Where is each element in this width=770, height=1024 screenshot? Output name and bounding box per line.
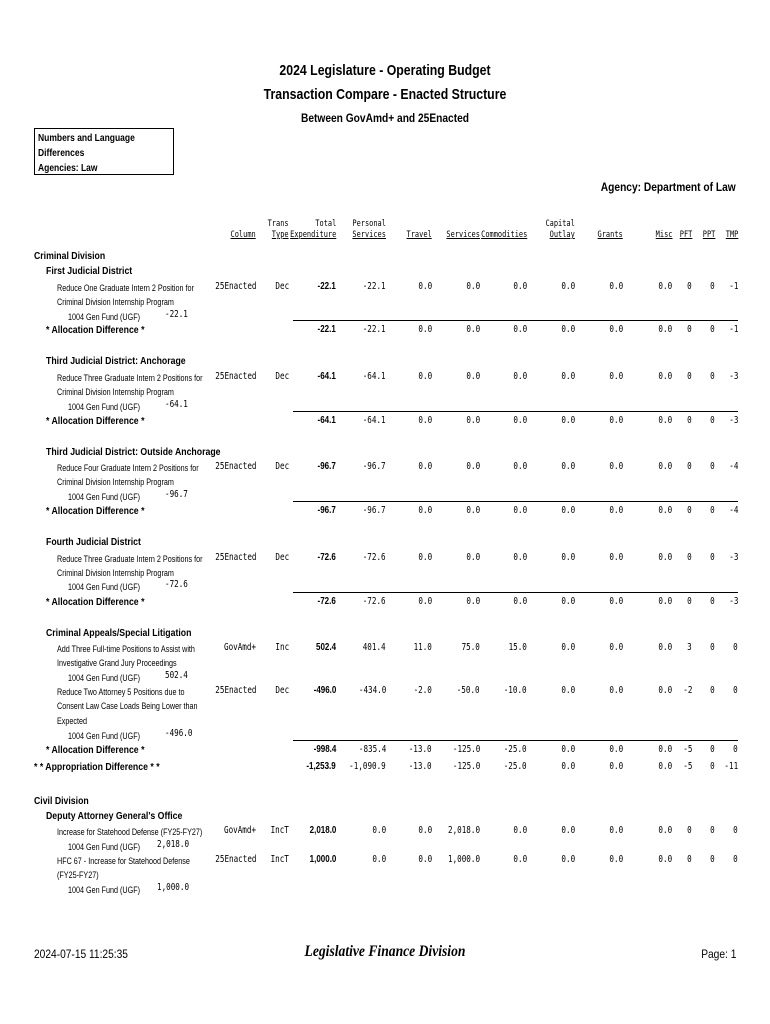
cell-commodities: -10.0: [504, 685, 527, 696]
cell-column: GovAmd+: [223, 642, 256, 653]
alloc-commodities: 0.0: [513, 505, 527, 516]
cell-grants: 0.0: [609, 552, 623, 563]
col-header-pft: PFT: [679, 230, 692, 240]
alloc-misc: 0.0: [658, 324, 672, 335]
cell-commodities: 15.0: [508, 642, 527, 653]
cell-pft: 3: [687, 642, 692, 653]
cell-travel: 0.0: [418, 552, 432, 563]
cell-ppt: 0: [710, 461, 715, 472]
cell-commodities: 0.0: [513, 552, 527, 563]
alloc-capital: 0.0: [561, 324, 575, 335]
cell-capital: 0.0: [561, 461, 575, 472]
alloc-services: 0.0: [466, 596, 480, 607]
alloc-services: 0.0: [466, 505, 480, 516]
alloc-diff-label: * Allocation Difference *: [46, 505, 145, 517]
alloc-total: -96.7: [317, 505, 336, 516]
cell-misc: 0.0: [658, 371, 672, 382]
cell-column: 25Enacted: [214, 461, 256, 472]
cell-services: 1,000.0: [447, 854, 480, 865]
cell-tmp: -3: [728, 371, 738, 382]
cell-travel: 0.0: [418, 461, 432, 472]
txn-fund-value: -496.0: [165, 728, 193, 739]
txn-desc: Reduce Two Attorney 5 Positions due to: [57, 687, 185, 697]
cell-capital: 0.0: [561, 552, 575, 563]
txn-desc: Increase for Statehood Defense (FY25-FY27): [57, 827, 203, 837]
label-deputy-ag: Deputy Attorney General's Office: [46, 810, 183, 822]
report-title-2: Transaction Compare - Enacted Structure: [263, 86, 507, 103]
alloc-commodities: 0.0: [513, 415, 527, 426]
alloc-ppt: 0: [710, 596, 715, 607]
cell-total: -496.0: [313, 685, 336, 696]
cell-ppt: 0: [710, 552, 715, 563]
approp-personal: -1,090.9: [349, 761, 386, 772]
subtotal-rule: [293, 501, 738, 502]
approp-ppt: 0: [710, 761, 715, 772]
cell-column: 25Enacted: [214, 371, 256, 382]
cell-capital: 0.0: [561, 281, 575, 292]
txn-fund-value: -22.1: [165, 309, 188, 320]
subtotal-rule: [293, 411, 738, 412]
txn-desc: Reduce Three Graduate Intern 2 Positions for: [57, 554, 203, 564]
col-header-misc: Misc: [655, 230, 672, 240]
cell-total: 2,018.0: [309, 825, 336, 836]
approp-pft: -5: [682, 761, 692, 772]
txn-fund: 1004 Gen Fund (UGF): [68, 673, 141, 683]
txn-fund: 1004 Gen Fund (UGF): [68, 842, 141, 852]
txn-fund-value: -64.1: [165, 399, 188, 410]
cell-travel: 0.0: [418, 854, 432, 865]
criteria-box: [34, 128, 174, 175]
txn-desc: Reduce Four Graduate Intern 2 Positions for: [57, 463, 199, 473]
subtotal-rule: [293, 320, 738, 321]
col-header-grants: Grants: [597, 230, 623, 240]
cell-tmp: 0: [733, 642, 738, 653]
cell-personal: 0.0: [372, 825, 386, 836]
txn-fund: 1004 Gen Fund (UGF): [68, 582, 141, 592]
cell-travel: 11.0: [413, 642, 432, 653]
alloc-commodities: 0.0: [513, 596, 527, 607]
cell-travel: 0.0: [418, 281, 432, 292]
alloc-services: 0.0: [466, 415, 480, 426]
cell-capital: 0.0: [561, 685, 575, 696]
txn-desc: Expected: [57, 716, 88, 726]
alloc-pft: 0: [687, 505, 692, 516]
label-first-judicial: First Judicial District: [46, 265, 133, 277]
cell-column: 25Enacted: [214, 281, 256, 292]
cell-grants: 0.0: [609, 685, 623, 696]
cell-travel: 0.0: [418, 825, 432, 836]
cell-commodities: 0.0: [513, 825, 527, 836]
cell-personal: -22.1: [363, 281, 386, 292]
approp-capital: 0.0: [561, 761, 575, 772]
alloc-personal: -72.6: [363, 596, 386, 607]
alloc-total: -64.1: [317, 415, 336, 426]
alloc-grants: 0.0: [609, 415, 623, 426]
alloc-tmp: -3: [728, 596, 738, 607]
cell-ppt: 0: [710, 854, 715, 865]
approp-commodities: -25.0: [504, 761, 527, 772]
approp-misc: 0.0: [658, 761, 672, 772]
approp-total: -1,253.9: [306, 761, 336, 772]
txn-fund: 1004 Gen Fund (UGF): [68, 885, 141, 895]
cell-ppt: 0: [710, 825, 715, 836]
footer-org: Legislative Finance Division: [304, 943, 466, 960]
criteria-line-2: Differences: [38, 148, 85, 159]
alloc-capital: 0.0: [561, 744, 575, 755]
cell-grants: 0.0: [609, 854, 623, 865]
cell-pft: 0: [687, 461, 692, 472]
cell-pft: 0: [687, 854, 692, 865]
footer-page-number: Page: 1: [700, 947, 736, 961]
txn-desc: Investigative Grand Jury Proceedings: [57, 658, 177, 668]
col-header-capital: Capital Outlay: [545, 219, 575, 240]
txn-fund-value: 2,018.0: [157, 839, 190, 850]
alloc-tmp: -4: [728, 505, 738, 516]
cell-ppt: 0: [710, 371, 715, 382]
alloc-diff-label: * Allocation Difference *: [46, 744, 145, 756]
alloc-total: -72.6: [317, 596, 336, 607]
alloc-pft: -5: [682, 744, 692, 755]
criteria-line-3: Agencies: Law: [38, 163, 98, 174]
cell-travel: -2.0: [413, 685, 432, 696]
alloc-commodities: 0.0: [513, 324, 527, 335]
cell-commodities: 0.0: [513, 371, 527, 382]
alloc-travel: 0.0: [418, 324, 432, 335]
cell-column: 25Enacted: [214, 552, 256, 563]
alloc-tmp: -1: [728, 324, 738, 335]
cell-misc: 0.0: [658, 854, 672, 865]
cell-services: 2,018.0: [447, 825, 480, 836]
cell-trans-type: IncT: [270, 854, 289, 865]
col-header-commodities: Commodities: [480, 230, 527, 240]
approp-grants: 0.0: [609, 761, 623, 772]
label-third-anchorage: Third Judicial District: Anchorage: [46, 355, 186, 367]
cell-services: 0.0: [466, 552, 480, 563]
alloc-grants: 0.0: [609, 596, 623, 607]
report-subtitle: Between GovAmd+ and 25Enacted: [300, 111, 470, 125]
txn-desc: Reduce One Graduate Intern 2 Position for: [57, 283, 194, 293]
cell-column: 25Enacted: [214, 685, 256, 696]
txn-fund: 1004 Gen Fund (UGF): [68, 402, 141, 412]
col-header-services: Services: [446, 230, 480, 240]
alloc-total: -22.1: [317, 324, 336, 335]
txn-fund-value: -96.7: [165, 489, 188, 500]
footer-timestamp: 2024-07-15 11:25:35: [34, 947, 128, 961]
label-civil-division: Civil Division: [34, 795, 89, 807]
cell-misc: 0.0: [658, 825, 672, 836]
cell-services: -50.0: [457, 685, 480, 696]
alloc-services: 0.0: [466, 324, 480, 335]
alloc-grants: 0.0: [609, 505, 623, 516]
col-header-trans-type: Trans Type: [268, 219, 289, 240]
alloc-travel: 0.0: [418, 596, 432, 607]
col-header-personal: Personal Services: [352, 219, 386, 240]
alloc-personal: -64.1: [363, 415, 386, 426]
cell-tmp: -4: [728, 461, 738, 472]
alloc-misc: 0.0: [658, 505, 672, 516]
txn-fund: 1004 Gen Fund (UGF): [68, 312, 141, 322]
cell-misc: 0.0: [658, 642, 672, 653]
label-third-outside: Third Judicial District: Outside Anchorage: [46, 446, 221, 458]
alloc-diff-label: * Allocation Difference *: [46, 415, 145, 427]
alloc-capital: 0.0: [561, 596, 575, 607]
subtotal-rule: [293, 592, 738, 593]
alloc-total: -998.4: [313, 744, 336, 755]
cell-total: -64.1: [317, 371, 336, 382]
cell-pft: -2: [682, 685, 692, 696]
cell-total: -96.7: [317, 461, 336, 472]
cell-commodities: 0.0: [513, 854, 527, 865]
alloc-diff-label: * Allocation Difference *: [46, 324, 145, 336]
alloc-personal: -96.7: [363, 505, 386, 516]
approp-diff-label: * * Appropriation Difference * *: [34, 761, 160, 773]
cell-tmp: 0: [733, 685, 738, 696]
cell-capital: 0.0: [561, 825, 575, 836]
cell-commodities: 0.0: [513, 281, 527, 292]
cell-total: -72.6: [317, 552, 336, 563]
cell-column: 25Enacted: [214, 854, 256, 865]
cell-ppt: 0: [710, 281, 715, 292]
alloc-tmp: 0: [733, 744, 738, 755]
approp-tmp: -11: [724, 761, 738, 772]
label-criminal-division: Criminal Division: [34, 250, 106, 262]
cell-trans-type: Dec: [275, 371, 289, 382]
alloc-capital: 0.0: [561, 505, 575, 516]
txn-desc: HFC 67 - Increase for Statehood Defense: [57, 856, 190, 866]
txn-fund-value: -72.6: [165, 579, 188, 590]
alloc-misc: 0.0: [658, 596, 672, 607]
alloc-ppt: 0: [710, 324, 715, 335]
cell-misc: 0.0: [658, 461, 672, 472]
col-header-tmp: TMP: [725, 230, 738, 240]
cell-services: 0.0: [466, 461, 480, 472]
cell-capital: 0.0: [561, 854, 575, 865]
alloc-pft: 0: [687, 324, 692, 335]
alloc-personal: -835.4: [358, 744, 386, 755]
cell-total: -22.1: [317, 281, 336, 292]
label-fourth-judicial: Fourth Judicial District: [46, 536, 141, 548]
criteria-line-1: Numbers and Language: [38, 133, 135, 144]
col-header-total: Total Expenditure: [289, 219, 336, 240]
cell-trans-type: IncT: [270, 825, 289, 836]
approp-travel: -13.0: [409, 761, 432, 772]
txn-desc: Consent Law Case Loads Being Lower than: [57, 701, 198, 711]
cell-grants: 0.0: [609, 461, 623, 472]
cell-personal: -96.7: [363, 461, 386, 472]
cell-services: 75.0: [461, 642, 480, 653]
txn-desc: Criminal Division Internship Program: [57, 297, 174, 307]
cell-tmp: 0: [733, 854, 738, 865]
alloc-services: -125.0: [452, 744, 480, 755]
cell-misc: 0.0: [658, 685, 672, 696]
cell-tmp: -1: [728, 281, 738, 292]
cell-services: 0.0: [466, 371, 480, 382]
cell-column: GovAmd+: [223, 825, 256, 836]
cell-tmp: -3: [728, 552, 738, 563]
cell-personal: 0.0: [372, 854, 386, 865]
txn-fund: 1004 Gen Fund (UGF): [68, 492, 141, 502]
txn-desc: Criminal Division Internship Program: [57, 568, 174, 578]
cell-total: 502.4: [315, 642, 336, 653]
cell-grants: 0.0: [609, 371, 623, 382]
cell-trans-type: Dec: [275, 685, 289, 696]
cell-commodities: 0.0: [513, 461, 527, 472]
alloc-grants: 0.0: [609, 744, 623, 755]
txn-fund-value: 1,000.0: [157, 882, 190, 893]
alloc-ppt: 0: [710, 505, 715, 516]
cell-grants: 0.0: [609, 825, 623, 836]
col-header-travel: Travel: [406, 230, 432, 240]
alloc-travel: -13.0: [409, 744, 432, 755]
cell-personal: -64.1: [363, 371, 386, 382]
cell-pft: 0: [687, 552, 692, 563]
alloc-ppt: 0: [710, 744, 715, 755]
cell-trans-type: Inc: [275, 642, 289, 653]
cell-personal: 401.4: [363, 642, 386, 653]
subtotal-rule: [293, 740, 738, 741]
cell-ppt: 0: [710, 642, 715, 653]
agency-name: Agency: Department of Law: [601, 180, 736, 194]
cell-ppt: 0: [710, 685, 715, 696]
alloc-grants: 0.0: [609, 324, 623, 335]
approp-services: -125.0: [452, 761, 480, 772]
alloc-misc: 0.0: [658, 415, 672, 426]
col-header-column: Column: [230, 230, 256, 240]
cell-pft: 0: [687, 825, 692, 836]
cell-pft: 0: [687, 281, 692, 292]
cell-personal: -72.6: [363, 552, 386, 563]
alloc-ppt: 0: [710, 415, 715, 426]
txn-desc: Reduce Three Graduate Intern 2 Positions for: [57, 373, 203, 383]
alloc-tmp: -3: [728, 415, 738, 426]
cell-personal: -434.0: [358, 685, 386, 696]
alloc-pft: 0: [687, 596, 692, 607]
cell-tmp: 0: [733, 825, 738, 836]
txn-desc: Criminal Division Internship Program: [57, 477, 174, 487]
cell-misc: 0.0: [658, 552, 672, 563]
cell-trans-type: Dec: [275, 552, 289, 563]
label-criminal-appeals: Criminal Appeals/Special Litigation: [46, 627, 192, 639]
report-title-1: 2024 Legislature - Operating Budget: [279, 62, 491, 79]
cell-grants: 0.0: [609, 642, 623, 653]
txn-desc: Criminal Division Internship Program: [57, 387, 174, 397]
alloc-travel: 0.0: [418, 415, 432, 426]
alloc-pft: 0: [687, 415, 692, 426]
cell-capital: 0.0: [561, 371, 575, 382]
alloc-travel: 0.0: [418, 505, 432, 516]
cell-capital: 0.0: [561, 642, 575, 653]
cell-trans-type: Dec: [275, 461, 289, 472]
cell-grants: 0.0: [609, 281, 623, 292]
cell-services: 0.0: [466, 281, 480, 292]
txn-desc: (FY25-FY27): [57, 870, 99, 880]
cell-misc: 0.0: [658, 281, 672, 292]
txn-fund-value: 502.4: [165, 670, 188, 681]
cell-trans-type: Dec: [275, 281, 289, 292]
col-header-ppt: PPT: [702, 230, 715, 240]
txn-desc: Add Three Full-time Positions to Assist with: [57, 644, 195, 654]
cell-total: 1,000.0: [309, 854, 336, 865]
cell-pft: 0: [687, 371, 692, 382]
alloc-misc: 0.0: [658, 744, 672, 755]
alloc-capital: 0.0: [561, 415, 575, 426]
alloc-personal: -22.1: [363, 324, 386, 335]
alloc-diff-label: * Allocation Difference *: [46, 596, 145, 608]
cell-travel: 0.0: [418, 371, 432, 382]
alloc-commodities: -25.0: [504, 744, 527, 755]
txn-fund: 1004 Gen Fund (UGF): [68, 731, 141, 741]
